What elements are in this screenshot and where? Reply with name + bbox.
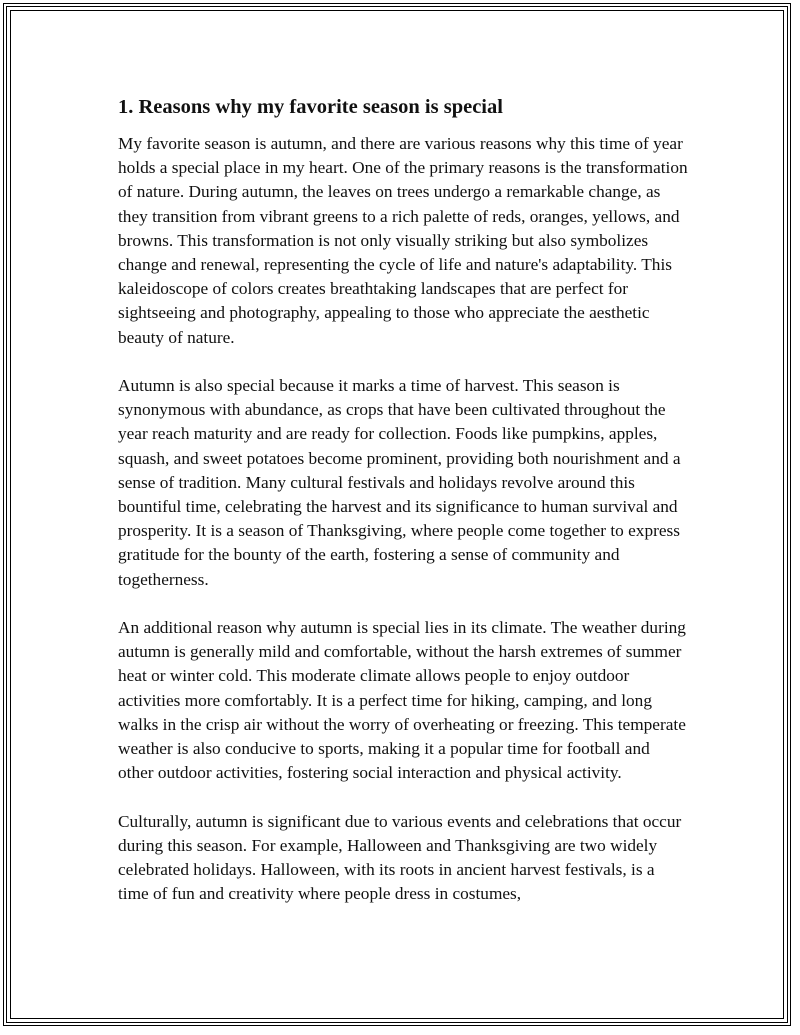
- section-heading: 1. Reasons why my favorite season is special: [118, 96, 503, 118]
- paragraph-climate: An additional reason why autumn is special lies in its climate. The weather during autumn is generally mild and comfortable, without the harsh extremes of summer heat or winter cold. This moderate climate allows people to enjoy outdoor activities more comfortably. It is a perfect time for hiking, camping, and long walks in the crisp air without the worry of overheating or freezing. This temperate weather is also conducive to sports, making it a popular time for football and other outdoor activities, fostering social interaction and physical activity.: [118, 618, 686, 783]
- paragraph-nature: My favorite season is autumn, and there are various reasons why this time of year holds a special place in my heart. One of the primary reasons is the transformation of nature. During autumn, the leaves on trees undergo a remarkable change, as they transition from vibrant greens to a rich palette of reds, oranges, yellows, and browns. This transformation is not only visually striking but also symbolizes change and renewal, representing the cycle of life and nature's adaptability. This kaleidoscope of colors creates breathtaking landscapes that are perfect for sightseeing and photography, appealing to those who appreciate the aesthetic beauty of nature.: [118, 134, 688, 347]
- paragraph-harvest: Autumn is also special because it marks a time of harvest. This season is synonymous with abundance, as crops that have been cultivated throughout the year reach maturity and are ready for collection. Foods like pumpkins, apples, squash, and sweet potatoes become prominent, providing both nourishment and a sense of tradition. Many cultural festivals and holidays revolve around this bountiful time, celebrating the harvest and its significance to human survival and prosperity. It is a season of Thanksgiving, where people come together to express gratitude for the bounty of the earth, fostering a sense of community and togetherness.: [118, 376, 681, 589]
- document-body: [118, 94, 688, 931]
- paragraph-culture: Culturally, autumn is significant due to various events and celebrations that occur during this season. For example, Halloween and Thanksgiving are two widely celebrated holidays. Halloween, with its roots in ancient harvest festivals, is a time of fun and creativity where people dress in costumes,: [118, 811, 682, 904]
